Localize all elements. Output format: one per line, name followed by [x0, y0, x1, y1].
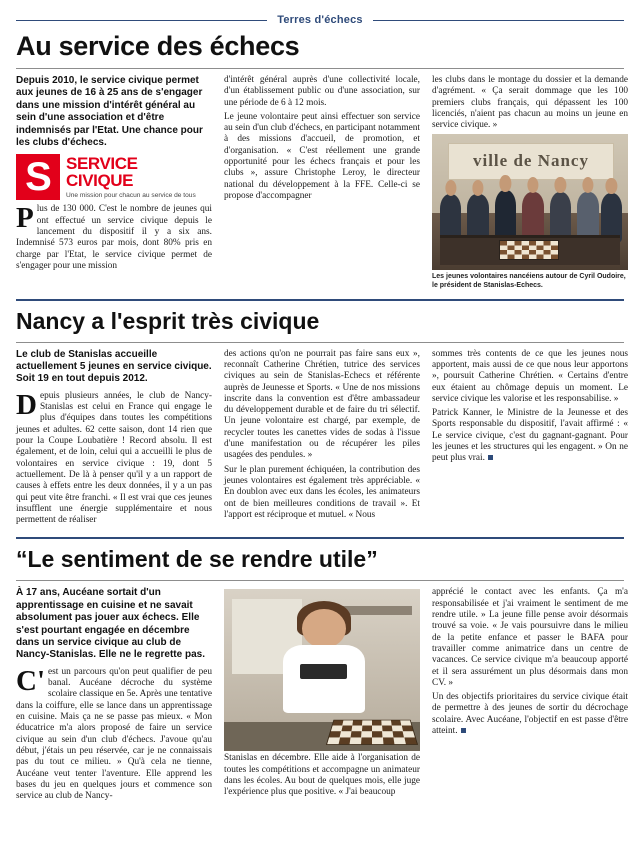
photo-person [522, 192, 544, 241]
article1-column-1 [16, 75, 212, 275]
article3-col3-text: Un des objectifs prioritaires du service civique était de permettre à des jeunes de sortir du décrochage scolaire. Avec Aucéane, l'objectif en est passe d'être atteint. [432, 692, 628, 737]
article3-col3-paragraph-2 [432, 692, 628, 737]
photo-shelf [342, 606, 413, 616]
article3-column-1 [16, 587, 212, 805]
article3-chapo: À 17 ans, Aucéane sortait d'un apprentissage en cuisine et ne savait absolument pas jouer aux échecs. Elle s'est pourtant engagée en décembre dans un service civique au club de Nancy-Stanislas. Elle ne le regrette pas. [16, 587, 205, 661]
article2-column-3 [432, 349, 628, 468]
article1-col2-paragraph-1: d'intérêt général auprès d'une collectivité locale, d'un établissement public ou d'une association, sur une période de 6 à 12 mois. [224, 75, 420, 108]
photo-subject-body [283, 645, 365, 713]
article1-column-3 [432, 75, 628, 291]
service-civique-logo-mark [16, 154, 60, 200]
runhead-rule-left [16, 20, 267, 21]
article1-col3-paragraph-1: les clubs dans le montage du dossier et la demande d'agrément. « Ça serait dommage que les 100 premiers clubs français, qui dépassent les 100 licenciés, n'aient pas chacun au moins un jeune en service civique. » [432, 75, 628, 131]
article3-headline: “Le sentiment de se rendre utile” [16, 546, 378, 573]
article1-headline: Au service des échecs [16, 31, 300, 61]
article3-column-3 [432, 587, 628, 740]
article2-col2-paragraph-2: Sur le plan purement échiquéen, la contribution des jeunes volontaires est également très appréciable. « En doublon avec eux dans les écoles, les animateurs ont de bien meilleures conditions de travail ». Et l'apport est réciproque et mutuel. « Nous [224, 464, 420, 520]
runhead-rule-right [373, 20, 624, 21]
article1-col1-paragraph: Plus de 130 000. C'est le nombre de jeunes qui ont effectué un service civique depuis le lancement du dispositif il y a six ans. Indemnisé 573 euros par mois, dont 80% pris en charge par l'Etat, le service civique permet de s'engager pour une mission [16, 202, 212, 271]
running-head [16, 14, 624, 26]
service-civique-logo [16, 154, 212, 200]
article3-col3-paragraph-1: apprécié le contact avec les enfants. Ça m'a responsabilisée et j'ai vraiment le sentiment de me rendre utile. » La jeune fille pense avoir désormais trouvé sa voie. « Je vais poursuivre dans le milieu de la petite enfance et passer le BAFA pour travailler comme animatrice dans un centre de vacances. Ce service civique m'a beaucoup apporté et il sera assurément un plus désormais dans mon CV. » [432, 587, 628, 688]
article3-col2-paragraph-1: Stanislas en décembre. Elle aide à l'organisation de toutes les compétitions et accompagne un animateur dans les écoles. Au bout de quelques mois, elle juge l'expérience plus que positive. « J'ai beaucoup [224, 753, 420, 798]
photo-chessboard [499, 240, 560, 260]
article1-rule [16, 68, 624, 69]
article2-top-rule [16, 299, 624, 301]
logo-line-1: SERVICE [66, 153, 138, 173]
article3-col1-paragraph: C'est un parcours qu'on peut qualifier de peu banal. Aucéane décroche du système scolaire classique en 5e. Après une tentative dans la coiffure, elle se lance dans un apprentissage en cuisine. Mais ça ne se passe pas mieux. « Mon éducatrice m'a alors proposé de faire un service civique au sein d'un club d'échecs. J'avoue qu'au début, j'étais un peu réservée, car je ne connaissais pas du tout ce milieu. » Qu'à cela ne tienne, Aucéane veut tenter l'aventure. Elle apprend les bases du jeu en quelques jours et commence son service au club de Nancy- [16, 664, 212, 802]
article2-headline: Nancy a l'esprit très civique [16, 307, 320, 334]
article3-columns [16, 587, 628, 805]
article2-col2-paragraph-1: des actions qu'on ne pourrait pas faire sans eux », reconnaît Catherine Chrétien, tutrice des services civiques au sein de Stanislas-Echecs et référente auprès de Jeunesse et Sports. « Une de nos missions inscrite dans la convention est d'être ambassadeur du développement durable et de faire du tri sélectif. Un jeune volontaire est chargé, par exemple, de recycler toutes les canettes vides de sodas à l'issue d'une manifestation ou de récupérer les piles usagées des pendules. » [224, 348, 420, 461]
article2-columns [16, 348, 628, 530]
article2-col3-text: Patrick Kanner, le Ministre de la Jeunesse et des Sports responsable du dispositif, l'avait affirmé : « Le service civique, c'est du gagnant-gagnant. Pour les jeunes et les structures qui les engagent. » On ne peut plus vrai. [432, 408, 628, 464]
article2-col1-paragraph: Depuis plusieurs années, le club de Nancy-Stanislas est celui en France qui engage le plus d'équipes dans toutes les compétitions jeunes et adultes. 62 cette saison, dont 14 rien que pour la Coupe Loubatière ! Record absolu. Il est également, et de loin, celui qui a accueilli le plus de volontaires en service civique : 19, dont 5 actuellement. De là à penser qu'il y a un rapport de causes à effets entre les deux données, il y a un pas qui peut vite être franchi. « Il est vrai que ces jeunes insufflent une énergie supplémentaire et nous permettent de réaliser [16, 388, 212, 526]
article1-columns [16, 75, 628, 291]
article2-column-1 [16, 349, 212, 530]
article1-column-2 [224, 75, 420, 205]
photo-auceane-chess [224, 589, 420, 751]
article2-col3-paragraph-2 [432, 408, 628, 464]
photo-banner-text: ville de Nancy [448, 143, 615, 180]
photo-subject-head [302, 609, 345, 648]
photo-chessboard [326, 720, 418, 745]
logo-tagline: Une mission pour chacun au service de tous [66, 191, 196, 199]
logo-letter: S [25, 155, 51, 200]
photo-volunteers-nancy [432, 134, 628, 270]
article1-col2-paragraph-2: Le jeune volontaire peut ainsi effectuer son service au sein d'un club d'échecs, en participant notamment à des missions d'accueil, de promotion, et d'organisation. « C'est réellement une grande opportunité pour les échecs français et pour les clubs », assure Christophe Leroy, le directeur national du développement à la FFE. Celle-ci se propose d'accompagner [224, 111, 420, 201]
article2-column-2 [224, 349, 420, 524]
end-mark [488, 455, 493, 460]
photo-person [467, 194, 489, 240]
article3-rule [16, 580, 624, 581]
photo-person [577, 192, 599, 241]
article2-col3-paragraph-1: sommes très contents de ce que les jeunes nous apportent, mais aussi de ce que nous leur apportons », poursuit Catherine Chrétien. « Certains d'entre eux étaient au chômage depuis un moment. Le service civique les valorise et les responsabilise. » [432, 348, 628, 404]
photo-shirt-logo [300, 664, 347, 679]
article1-chapo: Depuis 2010, le service civique permet aux jeunes de 16 à 25 ans de s'engager dans une mission d'intérêt général au sein d'une association et d'être indemnisés par l'Etat. Une chance pour les clubs d'échecs. [16, 75, 203, 149]
article2-rule [16, 342, 624, 343]
runhead-label: Terres d'échecs [277, 14, 363, 26]
photo-caption-volunteers: Les jeunes volontaires nancéiens autour de Cyril Oudoire, le président de Stanislas-Echecs. [432, 273, 626, 290]
service-civique-logo-text [66, 155, 196, 200]
article3-column-2 [224, 587, 420, 801]
end-mark [461, 728, 466, 733]
article2-chapo: Le club de Stanislas accueille actuellement 5 jeunes en service civique. Soit 19 en tout depuis 2012. [16, 348, 212, 385]
logo-line-2: CIVIQUE [66, 170, 134, 190]
article3-top-rule [16, 537, 624, 539]
